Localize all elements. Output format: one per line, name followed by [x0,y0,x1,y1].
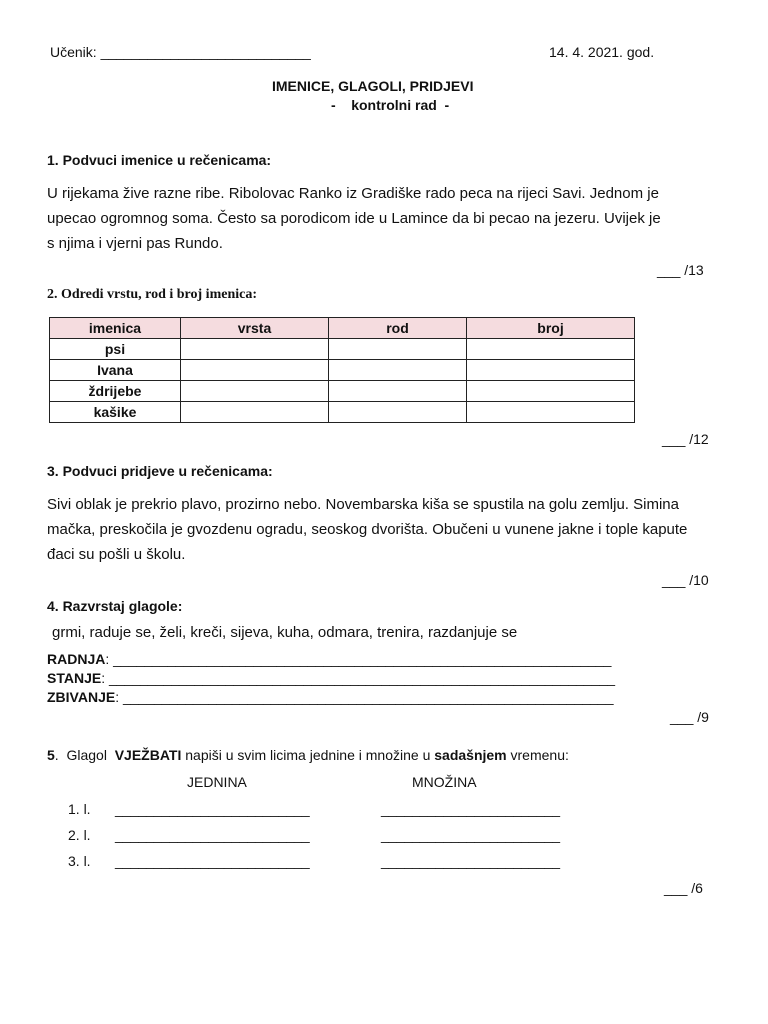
task5-score: ___ /6 [664,880,703,896]
task3-heading: 3. Podvuci pridjeve u rečenicama: [47,463,273,479]
category-zbivanje [47,689,614,705]
plural-answer-line[interactable]: _______________________ [381,801,561,817]
category-label: ZBIVANJE [47,689,116,705]
task3-line: mačka, preskočila je gvozdenu ogradu, seoskog dvorišta. Obučeni u vunene jakne i tople kapute [47,521,688,538]
task4-heading: 4. Razvrstaj glagole: [47,598,183,614]
task2-score: ___ /12 [662,431,709,447]
noun-table [49,317,635,423]
answer-cell[interactable] [329,339,467,360]
task1-line: U rijekama žive razne ribe. Ribolovac Ranko iz Gradiške rado peca na rijeci Savi. Jednom je [47,185,659,202]
table-row [50,381,635,402]
answer-line[interactable]: : _________________________________________________________________ [101,670,616,686]
noun-cell: Ivana [50,360,181,381]
task1-score: ___ /13 [657,262,704,278]
verb-list: grmi, raduje se, želi, kreči, sijeva, kuha, odmara, trenira, razdanjuje se [52,624,518,641]
task1-line: s njima i vjerni pas Rundo. [47,235,223,252]
column-singular: JEDNINA [187,774,247,790]
singular-answer-line[interactable]: _________________________ [115,801,310,817]
task3-score: ___ /10 [662,572,709,588]
test-date: 14. 4. 2021. god. [549,44,655,60]
singular-answer-line[interactable]: _________________________ [115,827,310,843]
task5-tense: sadašnjem [434,747,507,763]
student-name-field: Učenik: ___________________________ [50,44,311,60]
person-label: 2. l. [68,827,91,843]
answer-cell[interactable] [467,339,635,360]
answer-line[interactable]: : ________________________________________________________________ [105,651,612,667]
answer-cell[interactable] [467,360,635,381]
noun-cell: psi [50,339,181,360]
noun-cell: ždrijebe [50,381,181,402]
task5-text: napiši u svim licima jednine i množine u [181,747,435,763]
answer-cell[interactable] [467,381,635,402]
answer-cell[interactable] [181,402,329,423]
category-label: STANJE [47,670,102,686]
table-row [50,339,635,360]
answer-cell[interactable] [329,381,467,402]
table-row [50,360,635,381]
task5-number: 5 [47,747,55,763]
plural-answer-line[interactable]: _______________________ [381,853,561,869]
answer-cell[interactable] [467,402,635,423]
task1-line: upecao ogromnog soma. Često sa porodicom ide u Lamince da bi pecao na jezeru. Uvijek je [47,210,661,227]
task5-verb: VJEŽBATI [114,747,182,763]
person-label: 3. l. [68,853,91,869]
page-title: IMENICE, GLAGOLI, PRIDJEVI [272,78,474,94]
task5-text: . Glagol [54,747,115,763]
category-label: RADNJA [47,651,106,667]
column-header: imenica [50,318,181,339]
page-subtitle: - kontrolni rad - [331,97,450,113]
answer-cell[interactable] [181,381,329,402]
column-header: vrsta [181,318,329,339]
plural-answer-line[interactable]: _______________________ [381,827,561,843]
category-stanje [47,670,615,686]
task4-score: ___ /9 [670,709,709,725]
task5-text: vremenu: [506,747,569,763]
table-row [50,402,635,423]
task2-heading: 2. Odredi vrstu, rod i broj imenica: [47,287,257,302]
category-radnja [47,651,611,667]
answer-cell[interactable] [181,360,329,381]
column-plural: MNOŽINA [412,774,477,790]
column-header: broj [467,318,635,339]
answer-cell[interactable] [329,360,467,381]
singular-answer-line[interactable]: _________________________ [115,853,310,869]
person-label: 1. l. [68,801,91,817]
task3-line: Sivi oblak je prekrio plavo, prozirno nebo. Novembarska kiša se spustila na golu zemlju. Simina [47,496,679,513]
task3-line: đaci su pošli u školu. [47,546,186,563]
answer-cell[interactable] [181,339,329,360]
task1-heading: 1. Podvuci imenice u rečenicama: [47,152,272,168]
noun-cell: kašike [50,402,181,423]
table-header-row [50,318,635,339]
column-header: rod [329,318,467,339]
answer-cell[interactable] [329,402,467,423]
answer-line[interactable]: : _______________________________________________________________ [115,689,614,705]
task5-heading [47,747,569,763]
